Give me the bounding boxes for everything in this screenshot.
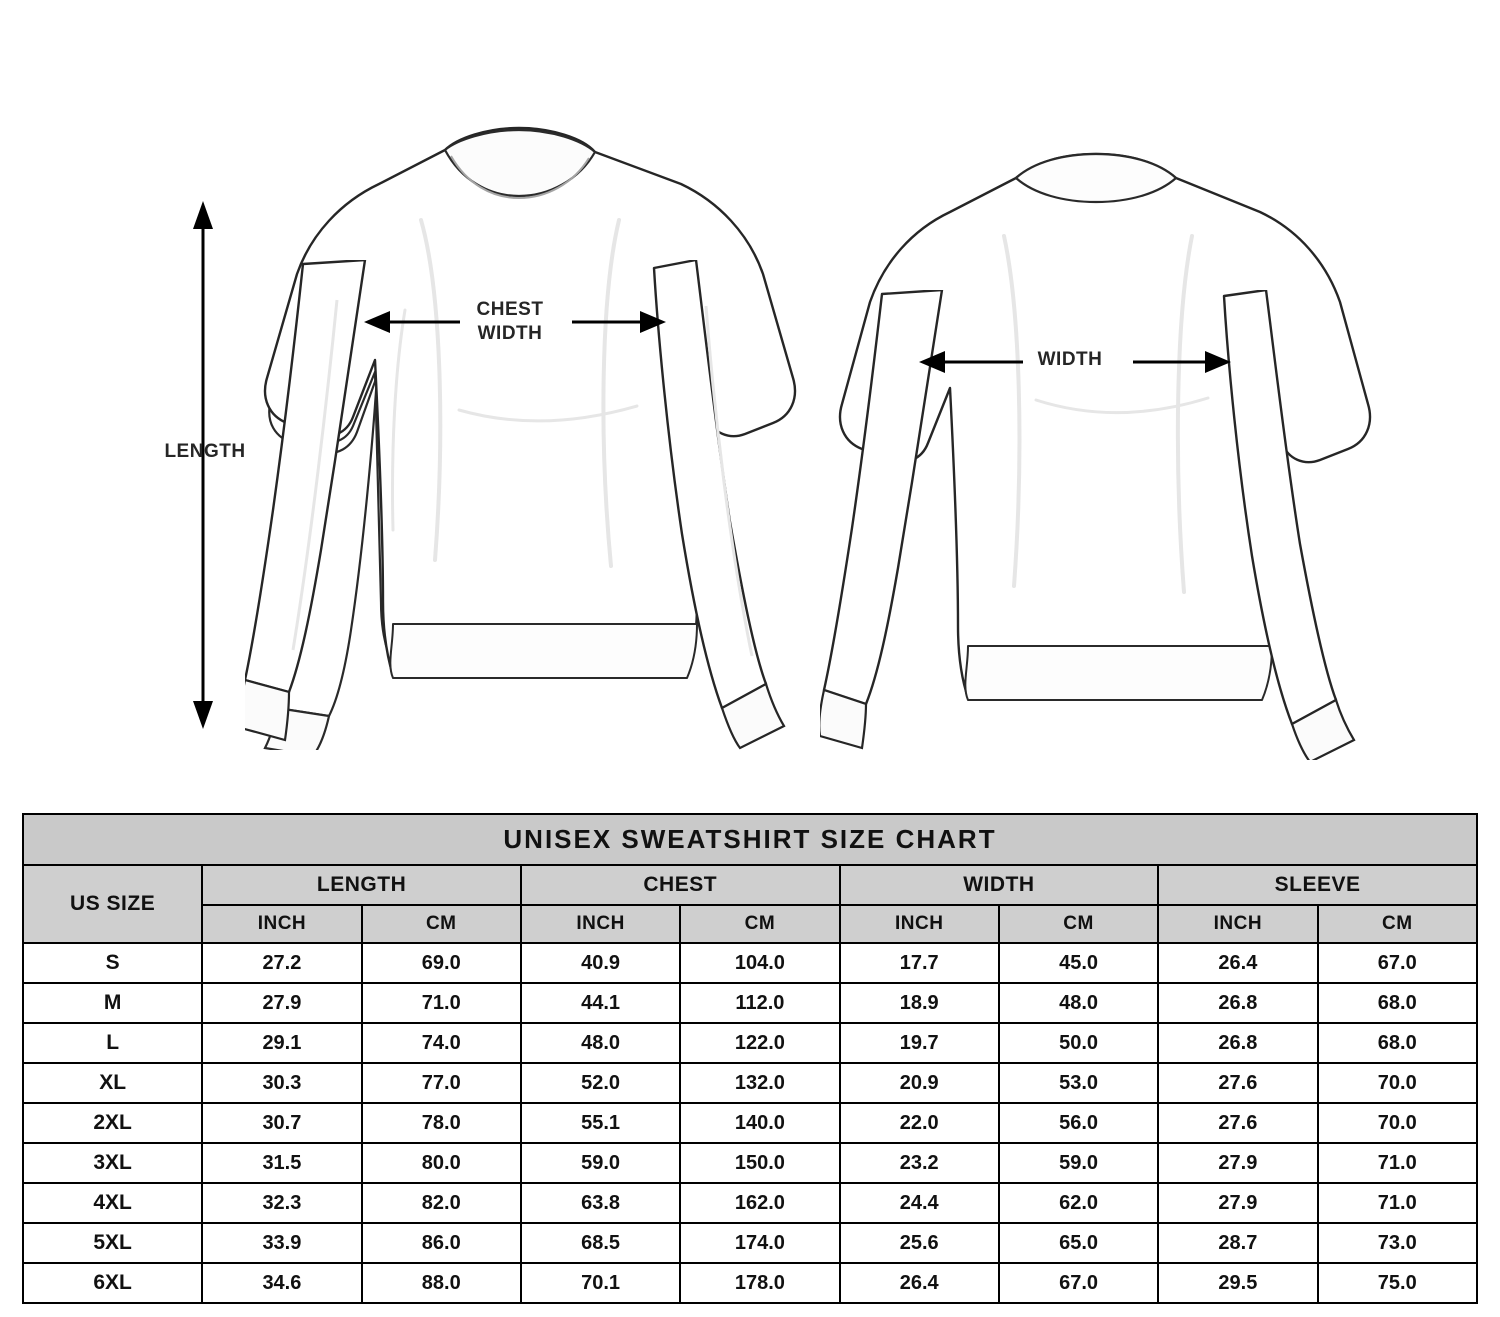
cell-sleeve-cm: 71.0	[1318, 1143, 1477, 1183]
cell-sleeve-inch: 27.9	[1158, 1143, 1317, 1183]
cell-width-inch: 25.6	[840, 1223, 999, 1263]
cell-size: XL	[23, 1063, 202, 1103]
cell-chest-inch: 70.1	[521, 1263, 680, 1303]
cell-length-inch: 27.2	[202, 943, 361, 983]
cell-chest-inch: 63.8	[521, 1183, 680, 1223]
cell-chest-inch: 68.5	[521, 1223, 680, 1263]
cell-chest-cm: 122.0	[680, 1023, 839, 1063]
cell-chest-cm: 140.0	[680, 1103, 839, 1143]
cell-length-cm: 78.0	[362, 1103, 521, 1143]
cell-width-cm: 48.0	[999, 983, 1158, 1023]
cell-width-inch: 19.7	[840, 1023, 999, 1063]
cell-length-inch: 29.1	[202, 1023, 361, 1063]
cell-chest-cm: 178.0	[680, 1263, 839, 1303]
cell-length-cm: 86.0	[362, 1223, 521, 1263]
unit-chest-inch: INCH	[521, 905, 680, 943]
chart-title-row	[23, 814, 1477, 865]
cell-sleeve-cm: 67.0	[1318, 943, 1477, 983]
cell-length-cm: 69.0	[362, 943, 521, 983]
cell-size: 6XL	[23, 1263, 202, 1303]
cell-sleeve-cm: 70.0	[1318, 1063, 1477, 1103]
cell-chest-cm: 174.0	[680, 1223, 839, 1263]
cell-length-inch: 27.9	[202, 983, 361, 1023]
cell-chest-inch: 48.0	[521, 1023, 680, 1063]
cell-width-cm: 67.0	[999, 1263, 1158, 1303]
cell-size: 3XL	[23, 1143, 202, 1183]
width-label: WIDTH	[1037, 349, 1103, 370]
cell-sleeve-cm: 73.0	[1318, 1223, 1477, 1263]
cell-sleeve-inch: 29.5	[1158, 1263, 1317, 1303]
size-chart-container	[22, 813, 1478, 1304]
chest-width-label-line1: CHEST	[476, 299, 544, 320]
table-row	[23, 1143, 1477, 1183]
group-header-row	[23, 865, 1477, 905]
cell-sleeve-inch: 26.8	[1158, 983, 1317, 1023]
cell-size: M	[23, 983, 202, 1023]
unit-width-cm: CM	[999, 905, 1158, 943]
cell-width-inch: 24.4	[840, 1183, 999, 1223]
unit-header-row	[23, 905, 1477, 943]
cell-length-cm: 82.0	[362, 1183, 521, 1223]
cell-chest-inch: 55.1	[521, 1103, 680, 1143]
cell-chest-cm: 104.0	[680, 943, 839, 983]
header-sleeve: SLEEVE	[1158, 865, 1477, 905]
cell-length-inch: 31.5	[202, 1143, 361, 1183]
cell-length-cm: 88.0	[362, 1263, 521, 1303]
unit-length-cm: CM	[362, 905, 521, 943]
unit-sleeve-cm: CM	[1318, 905, 1477, 943]
cell-width-cm: 59.0	[999, 1143, 1158, 1183]
table-row	[23, 1023, 1477, 1063]
chart-title: UNISEX SWEATSHIRT SIZE CHART	[23, 814, 1477, 865]
cell-width-inch: 22.0	[840, 1103, 999, 1143]
size-chart-table	[22, 813, 1478, 1304]
cell-size: S	[23, 943, 202, 983]
cell-length-cm: 77.0	[362, 1063, 521, 1103]
cell-length-cm: 80.0	[362, 1143, 521, 1183]
table-row	[23, 1183, 1477, 1223]
cell-sleeve-cm: 75.0	[1318, 1263, 1477, 1303]
cell-chest-inch: 52.0	[521, 1063, 680, 1103]
cell-length-inch: 32.3	[202, 1183, 361, 1223]
cell-sleeve-inch: 28.7	[1158, 1223, 1317, 1263]
cell-chest-cm: 162.0	[680, 1183, 839, 1223]
cell-length-inch: 34.6	[202, 1263, 361, 1303]
cell-width-cm: 53.0	[999, 1063, 1158, 1103]
cell-sleeve-inch: 26.8	[1158, 1023, 1317, 1063]
cell-chest-inch: 44.1	[521, 983, 680, 1023]
cell-sleeve-inch: 27.9	[1158, 1183, 1317, 1223]
cell-width-inch: 18.9	[840, 983, 999, 1023]
cell-length-inch: 33.9	[202, 1223, 361, 1263]
cell-sleeve-inch: 27.6	[1158, 1063, 1317, 1103]
cell-chest-cm: 132.0	[680, 1063, 839, 1103]
cell-width-inch: 20.9	[840, 1063, 999, 1103]
cell-width-inch: 17.7	[840, 943, 999, 983]
table-row	[23, 1063, 1477, 1103]
cell-chest-inch: 40.9	[521, 943, 680, 983]
chest-width-label-line2: WIDTH	[477, 322, 543, 344]
cell-size: 5XL	[23, 1223, 202, 1263]
cell-width-inch: 26.4	[840, 1263, 999, 1303]
table-row	[23, 983, 1477, 1023]
cell-sleeve-cm: 71.0	[1318, 1183, 1477, 1223]
table-row	[23, 1263, 1477, 1303]
cell-width-cm: 65.0	[999, 1223, 1158, 1263]
chest-width-label	[435, 298, 585, 346]
cell-length-cm: 74.0	[362, 1023, 521, 1063]
cell-size: 4XL	[23, 1183, 202, 1223]
unit-sleeve-inch: INCH	[1158, 905, 1317, 943]
cell-width-cm: 45.0	[999, 943, 1158, 983]
cell-sleeve-cm: 68.0	[1318, 1023, 1477, 1063]
cell-width-cm: 62.0	[999, 1183, 1158, 1223]
unit-width-inch: INCH	[840, 905, 999, 943]
cell-length-inch: 30.3	[202, 1063, 361, 1103]
cell-sleeve-inch: 27.6	[1158, 1103, 1317, 1143]
table-row	[23, 1103, 1477, 1143]
cell-length-inch: 30.7	[202, 1103, 361, 1143]
cell-width-inch: 23.2	[840, 1143, 999, 1183]
header-us-size: US SIZE	[23, 865, 202, 943]
cell-width-cm: 56.0	[999, 1103, 1158, 1143]
unit-chest-cm: CM	[680, 905, 839, 943]
header-width: WIDTH	[840, 865, 1159, 905]
unit-length-inch: INCH	[202, 905, 361, 943]
cell-size: 2XL	[23, 1103, 202, 1143]
cell-sleeve-cm: 68.0	[1318, 983, 1477, 1023]
cell-length-cm: 71.0	[362, 983, 521, 1023]
header-chest: CHEST	[521, 865, 840, 905]
cell-sleeve-cm: 70.0	[1318, 1103, 1477, 1143]
cell-width-cm: 50.0	[999, 1023, 1158, 1063]
table-row	[23, 1223, 1477, 1263]
cell-size: L	[23, 1023, 202, 1063]
table-row	[23, 943, 1477, 983]
cell-sleeve-inch: 26.4	[1158, 943, 1317, 983]
cell-chest-inch: 59.0	[521, 1143, 680, 1183]
cell-chest-cm: 112.0	[680, 983, 839, 1023]
cell-chest-cm: 150.0	[680, 1143, 839, 1183]
header-length: LENGTH	[202, 865, 521, 905]
length-label: LENGTH	[164, 441, 246, 462]
